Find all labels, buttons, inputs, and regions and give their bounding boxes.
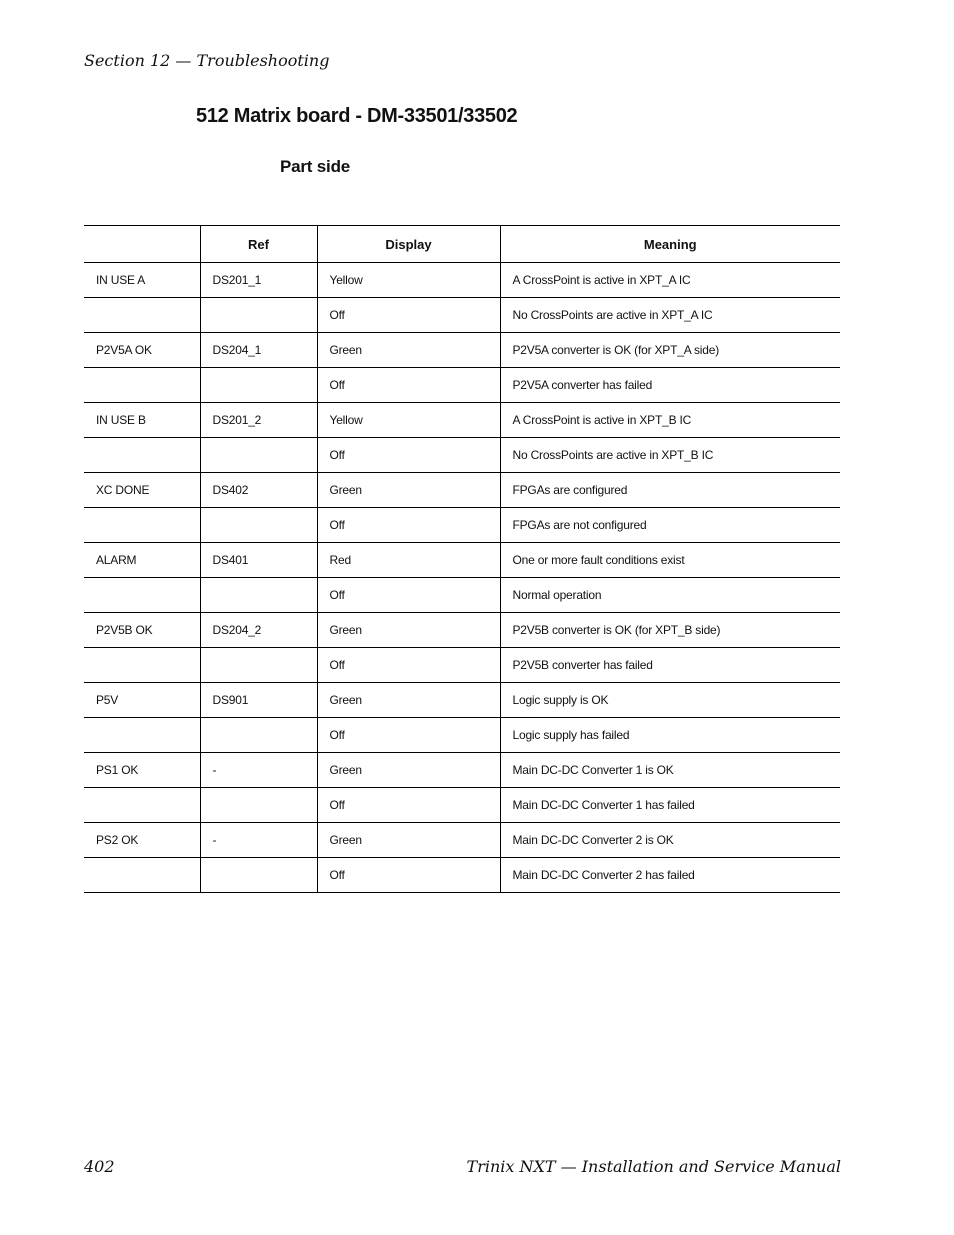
cell-indicator	[84, 858, 200, 893]
cell-display: Off	[317, 788, 500, 823]
cell-ref: DS201_2	[200, 403, 317, 438]
cell-display: Green	[317, 683, 500, 718]
cell-indicator: PS2 OK	[84, 823, 200, 858]
page-title: 512 Matrix board - DM-33501/33502	[196, 105, 518, 127]
table-row	[84, 613, 840, 648]
table-row	[84, 508, 840, 543]
table-row	[84, 788, 840, 823]
cell-display: Green	[317, 333, 500, 368]
cell-meaning: Logic supply is OK	[500, 683, 840, 718]
table-row	[84, 543, 840, 578]
column-header-display: Display	[317, 226, 500, 263]
page-number: 402	[84, 1157, 115, 1176]
cell-indicator	[84, 508, 200, 543]
cell-meaning: Logic supply has failed	[500, 718, 840, 753]
cell-ref	[200, 718, 317, 753]
table-header-row	[84, 226, 840, 263]
table-row	[84, 648, 840, 683]
table-row	[84, 683, 840, 718]
cell-meaning: No CrossPoints are active in XPT_A IC	[500, 298, 840, 333]
column-header-indicator	[84, 226, 200, 263]
cell-meaning: No CrossPoints are active in XPT_B IC	[500, 438, 840, 473]
cell-ref: -	[200, 823, 317, 858]
table-row	[84, 333, 840, 368]
table-body	[84, 263, 840, 893]
running-head: Section 12 — Troubleshooting	[84, 51, 330, 70]
cell-display: Off	[317, 368, 500, 403]
cell-ref: DS204_2	[200, 613, 317, 648]
table-row	[84, 403, 840, 438]
cell-indicator	[84, 578, 200, 613]
cell-display: Off	[317, 508, 500, 543]
table-row	[84, 368, 840, 403]
table-row	[84, 578, 840, 613]
cell-meaning: Main DC-DC Converter 2 is OK	[500, 823, 840, 858]
cell-meaning: Main DC-DC Converter 2 has failed	[500, 858, 840, 893]
cell-display: Green	[317, 823, 500, 858]
cell-ref: DS401	[200, 543, 317, 578]
cell-indicator	[84, 648, 200, 683]
cell-indicator: IN USE B	[84, 403, 200, 438]
cell-ref	[200, 508, 317, 543]
cell-meaning: FPGAs are configured	[500, 473, 840, 508]
column-header-ref: Ref	[200, 226, 317, 263]
cell-indicator: XC DONE	[84, 473, 200, 508]
cell-indicator: PS1 OK	[84, 753, 200, 788]
section-subtitle: Part side	[280, 157, 351, 176]
cell-ref	[200, 648, 317, 683]
cell-display: Off	[317, 718, 500, 753]
cell-indicator: IN USE A	[84, 263, 200, 298]
cell-display: Green	[317, 473, 500, 508]
cell-ref: DS901	[200, 683, 317, 718]
cell-meaning: Main DC-DC Converter 1 is OK	[500, 753, 840, 788]
cell-meaning: One or more fault conditions exist	[500, 543, 840, 578]
table-row	[84, 263, 840, 298]
cell-meaning: Main DC-DC Converter 1 has failed	[500, 788, 840, 823]
cell-ref: DS402	[200, 473, 317, 508]
manual-title: Trinix NXT — Installation and Service Manual	[466, 1157, 841, 1176]
cell-indicator	[84, 718, 200, 753]
cell-ref	[200, 578, 317, 613]
cell-ref: DS201_1	[200, 263, 317, 298]
table-row	[84, 823, 840, 858]
cell-ref	[200, 788, 317, 823]
cell-display: Off	[317, 438, 500, 473]
cell-display: Off	[317, 858, 500, 893]
cell-indicator: P5V	[84, 683, 200, 718]
cell-indicator	[84, 438, 200, 473]
cell-ref	[200, 858, 317, 893]
cell-ref	[200, 298, 317, 333]
cell-indicator: P2V5B OK	[84, 613, 200, 648]
cell-display: Red	[317, 543, 500, 578]
cell-indicator: P2V5A OK	[84, 333, 200, 368]
cell-meaning: P2V5A converter has failed	[500, 368, 840, 403]
cell-indicator	[84, 788, 200, 823]
cell-display: Off	[317, 648, 500, 683]
cell-display: Green	[317, 753, 500, 788]
cell-display: Off	[317, 298, 500, 333]
cell-display: Yellow	[317, 403, 500, 438]
cell-display: Off	[317, 578, 500, 613]
table-row	[84, 718, 840, 753]
table-row	[84, 858, 840, 893]
cell-display: Green	[317, 613, 500, 648]
table-row	[84, 753, 840, 788]
cell-indicator	[84, 368, 200, 403]
cell-meaning: FPGAs are not configured	[500, 508, 840, 543]
cell-meaning: P2V5B converter is OK (for XPT_B side)	[500, 613, 840, 648]
cell-indicator: ALARM	[84, 543, 200, 578]
cell-display: Yellow	[317, 263, 500, 298]
table-row	[84, 298, 840, 333]
cell-ref	[200, 368, 317, 403]
column-header-meaning: Meaning	[500, 226, 840, 263]
cell-meaning: A CrossPoint is active in XPT_A IC	[500, 263, 840, 298]
led-indicator-table	[84, 225, 840, 893]
table-row	[84, 473, 840, 508]
cell-meaning: A CrossPoint is active in XPT_B IC	[500, 403, 840, 438]
cell-ref: -	[200, 753, 317, 788]
cell-meaning: Normal operation	[500, 578, 840, 613]
table-row	[84, 438, 840, 473]
cell-indicator	[84, 298, 200, 333]
cell-meaning: P2V5A converter is OK (for XPT_A side)	[500, 333, 840, 368]
cell-ref	[200, 438, 317, 473]
cell-meaning: P2V5B converter has failed	[500, 648, 840, 683]
cell-ref: DS204_1	[200, 333, 317, 368]
